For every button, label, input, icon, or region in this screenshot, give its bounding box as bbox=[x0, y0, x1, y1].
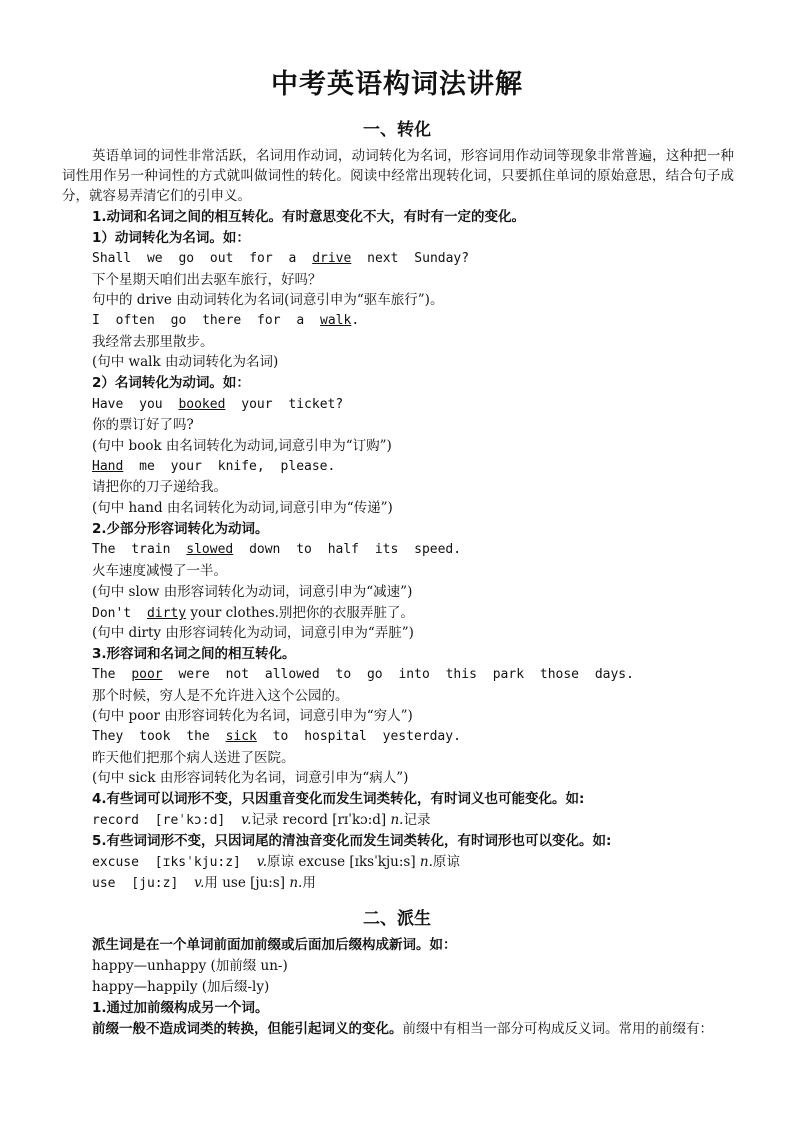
section-heading-derivation: 二、派生 bbox=[363, 909, 431, 929]
example-pronunciation: record [reˈkɔ:d] v.记录 record [rɪˈkɔ:d] n.记录 bbox=[92, 812, 431, 828]
example-note: (句中 slow 由形容词转化为动词，词意引申为“减速”) bbox=[92, 584, 413, 600]
example-note: (句中 book 由名词转化为动词,词意引申为“订购”) bbox=[92, 438, 392, 454]
example-translation: 下个星期天咱们出去驱车旅行，好吗？ bbox=[92, 272, 322, 288]
page-title: 中考英语构词法讲解 bbox=[271, 69, 523, 100]
example-translation: 火车速度减慢了一半。 bbox=[92, 563, 227, 579]
point-heading: 1.动词和名词之间的相互转化。有时意思变化不大，有时有一定的变化。 bbox=[92, 209, 526, 225]
point-heading: 5.有些词词形不变，只因词尾的清浊音变化而发生词类转化，有时词形也可以变化。如: bbox=[92, 833, 612, 849]
example-sentence: Hand me your knife, please. bbox=[92, 459, 336, 474]
prefix-paragraph: 前缀一般不造成词类的转换，但能引起词义的变化。前缀中有相当一部分可构成反义词。常用的前缀有： bbox=[92, 1021, 713, 1037]
definition: 派生词是在一个单词前面加前缀或后面加后缀构成新词。如： bbox=[92, 937, 457, 953]
point-heading: 3.形容词和名词之间的相互转化。 bbox=[92, 646, 296, 662]
example-translation: 我经常去那里散步。 bbox=[92, 334, 214, 350]
example-note: 句中的 drive 由动词转化为名词(词意引申为“驱车旅行”)。 bbox=[92, 292, 444, 308]
example-word: happy—happily (加后缀-ly) bbox=[92, 979, 270, 995]
example-word: happy—unhappy (加前缀 un-) bbox=[92, 958, 288, 974]
example-sentence: The train slowed down to half its speed. bbox=[92, 542, 462, 557]
example-translation: 昨天他们把那个病人送进了医院。 bbox=[92, 750, 295, 766]
example-note: (句中 poor 由形容词转化为名词，词意引申为“穷人”) bbox=[92, 708, 413, 724]
example-sentence: Shall we go out for a drive next Sunday? bbox=[92, 251, 470, 266]
example-note: (句中 walk 由动词转化为名词) bbox=[92, 354, 279, 370]
intro-paragraph: 英语单词的词性非常活跃，名词用作动词，动词转化为名词，形容词用作动词等现象非常普遍，这种把一种词性用作另一种词性的方式就叫做词性的转化。阅读中经常出现转化词，只要抓住单词的原始意思，结合句子成分，就容易弄清它们的引申义。 bbox=[62, 148, 734, 204]
point-heading: 2.少部分形容词转化为动词。 bbox=[92, 521, 269, 537]
section-heading-conversion: 一、转化 bbox=[363, 120, 431, 140]
example-sentence: Have you booked your ticket? bbox=[92, 397, 344, 412]
example-sentence: The poor were not allowed to go into this park those days. bbox=[92, 667, 634, 682]
example-sentence: Don't dirty your clothes.别把你的衣服弄脏了。 bbox=[92, 605, 414, 621]
example-pronunciation: excuse [ɪksˈkju:z] v.原谅 excuse [ɪksˈkju:s] n.原谅 bbox=[92, 854, 460, 870]
sub-heading: 2）名词转化为动词。如： bbox=[92, 375, 250, 391]
example-sentence: They took the sick to hospital yesterday. bbox=[92, 729, 461, 744]
example-translation: 你的票订好了吗? bbox=[92, 417, 194, 433]
example-sentence: I often go there for a walk. bbox=[92, 313, 360, 328]
point-heading: 1.通过加前缀构成另一个词。 bbox=[92, 1000, 269, 1016]
example-translation: 请把你的刀子递给我。 bbox=[92, 479, 227, 495]
sub-heading: 1）动词转化为名词。如： bbox=[92, 230, 250, 246]
example-translation: 那个时候，穷人是不允许进入这个公园的。 bbox=[92, 688, 349, 704]
example-note: (句中 hand 由名词转化为动词,词意引申为“传递”) bbox=[92, 500, 393, 516]
example-note: (句中 sick 由形容词转化为名词，词意引申为“病人”) bbox=[92, 770, 409, 786]
example-note: (句中 dirty 由形容词转化为动词，词意引申为“弄脏”) bbox=[92, 625, 414, 641]
point-heading: 4.有些词可以词形不变，只因重音变化而发生词类转化，有时词义也可能变化。如: bbox=[92, 791, 585, 807]
example-pronunciation: use [ju:z] v.用 use [ju:s] n.用 bbox=[92, 875, 316, 891]
